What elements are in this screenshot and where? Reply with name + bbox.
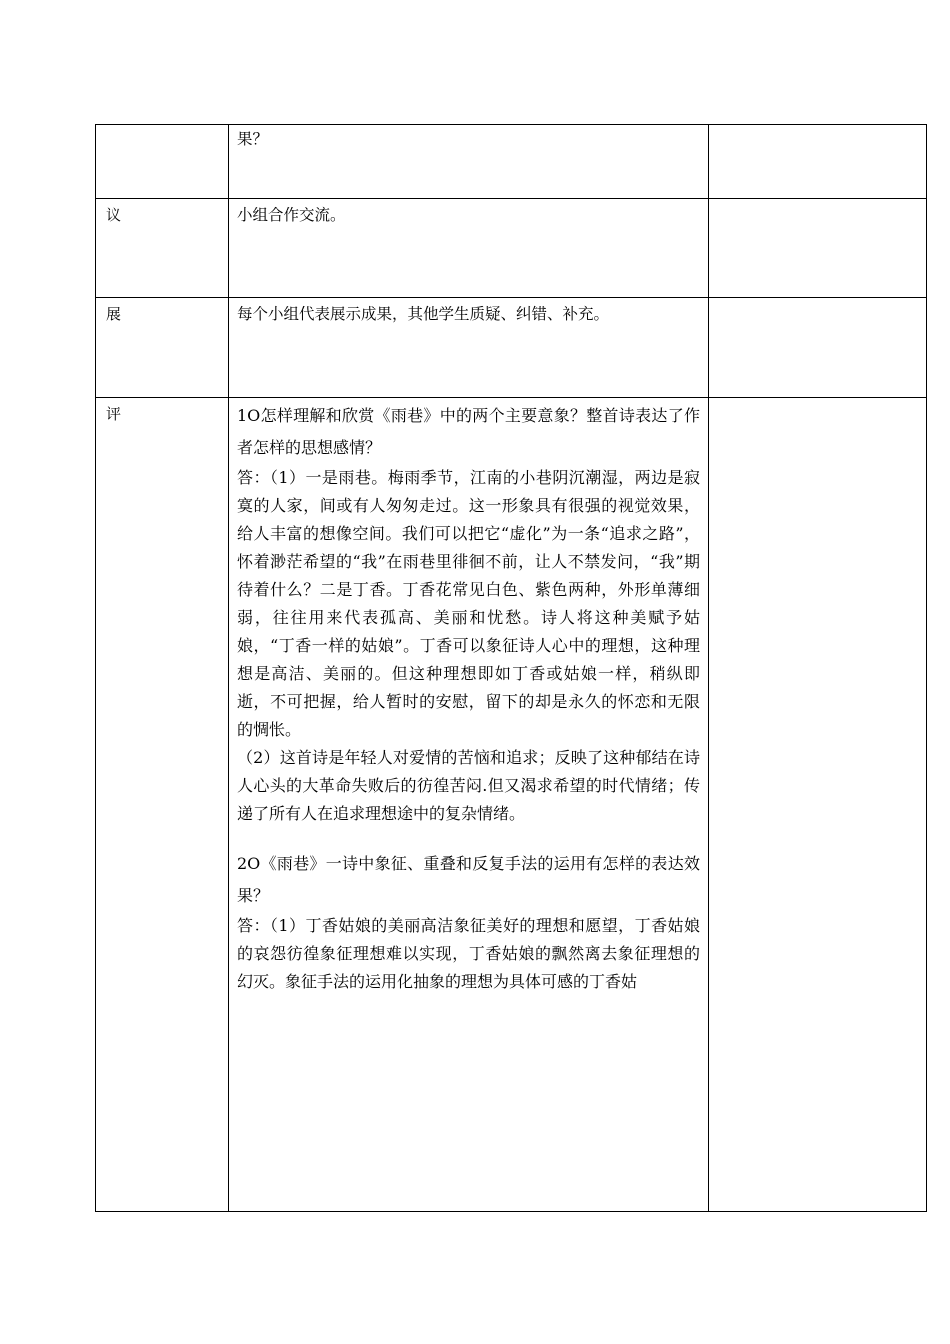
paragraph-gap bbox=[237, 828, 700, 848]
content-text: 果？ bbox=[237, 130, 269, 148]
answer-1-part-1: 答：（1）一是雨巷。梅雨季节，江南的小巷阴沉潮湿，两边是寂寞的人家，间或有人匆匆走过。这一形象具有很强的视觉效果，给人丰富的想像空间。我们可以把它“虚化”为一条“追求之路”，怀着渺茫希望的“我”在雨巷里徘徊不前，让人不禁发问，“我”期待着什么？二是丁香。丁香花常见白色、紫色两种，外形单薄细弱，往往用来代表孤高、美丽和忧愁。诗人将这种美赋予姑娘，“丁香一样的姑娘”。丁香可以象征诗人心中的理想，这种理想是高洁、美丽的。但这种理想即如丁香或姑娘一样，稍纵即逝，不可把握，给人暂时的安慰，留下的却是永久的怀恋和无限的惆怅。 bbox=[237, 468, 700, 739]
content-text: 小组合作交流。 bbox=[237, 206, 346, 224]
note-text bbox=[709, 199, 926, 205]
answer-1-part-2: （2）这首诗是年轻人对爱情的苦恼和追求；反映了这种郁结在诗人心头的大革命失败后的彷徨苦闷.但又渴求希望的时代情绪；传递了所有人在追求理想途中的复杂情绪。 bbox=[237, 748, 700, 823]
note-cell bbox=[709, 298, 927, 398]
stage-label: 展 bbox=[106, 305, 122, 323]
note-cell bbox=[709, 398, 927, 1212]
note-cell bbox=[709, 125, 927, 199]
stage-label bbox=[96, 125, 228, 131]
question-2: 2O《雨巷》一诗中象征、重叠和反复手法的运用有怎样的表达效果？ bbox=[237, 854, 700, 905]
note-text bbox=[709, 125, 926, 131]
answer-2-part-1: 答：（1）丁香姑娘的美丽高洁象征美好的理想和愿望，丁香姑娘的哀怨彷徨象征理想难以实现，丁香姑娘的飘然离去象征理想的幻灭。象征手法的运用化抽象的理想为具体可感的丁香姑 bbox=[237, 916, 700, 991]
content-cell bbox=[229, 125, 709, 199]
content-cell bbox=[229, 199, 709, 298]
stage-cell bbox=[96, 298, 229, 398]
stage-cell bbox=[96, 398, 229, 1212]
stage-label: 评 bbox=[106, 405, 122, 423]
lesson-plan-table bbox=[95, 124, 927, 1212]
table-row bbox=[96, 398, 927, 1212]
content-cell bbox=[229, 298, 709, 398]
table-row bbox=[96, 199, 927, 298]
evaluation-content bbox=[229, 398, 708, 996]
stage-label: 议 bbox=[106, 206, 122, 224]
content-text: 每个小组代表展示成果，其他学生质疑、纠错、补充。 bbox=[237, 305, 610, 323]
content-cell bbox=[229, 398, 709, 1212]
note-text bbox=[709, 298, 926, 304]
question-1: 1O怎样理解和欣赏《雨巷》中的两个主要意象？整首诗表达了作者怎样的思想感情？ bbox=[237, 406, 700, 457]
table-row bbox=[96, 298, 927, 398]
note-cell bbox=[709, 199, 927, 298]
note-text bbox=[709, 398, 926, 404]
stage-cell bbox=[96, 125, 229, 199]
table-row bbox=[96, 125, 927, 199]
stage-cell bbox=[96, 199, 229, 298]
